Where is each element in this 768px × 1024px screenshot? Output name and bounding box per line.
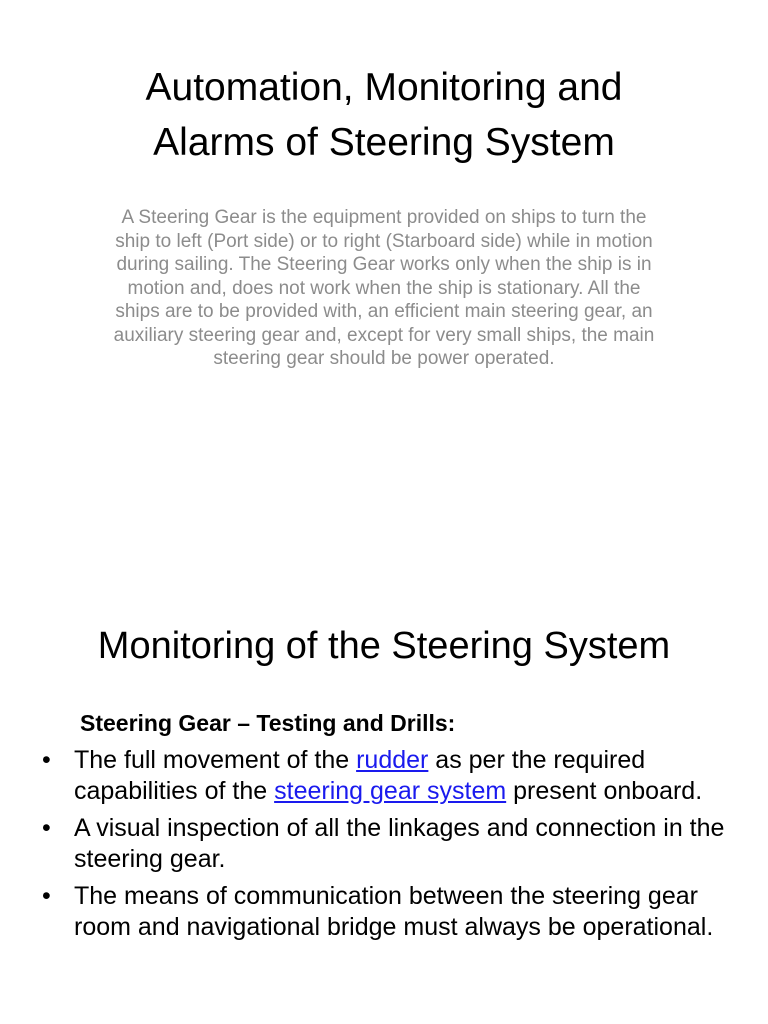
bullet-text-start: The full movement of the (74, 746, 357, 774)
slide-1-title-line-2: Alarms of Steering System (153, 121, 615, 164)
bullet-text: A visual inspection of all the linkages and connection in the steering gear. (74, 814, 725, 873)
rudder-link[interactable]: rudder (356, 746, 429, 774)
bullet-text-end: present onboard. (506, 777, 703, 805)
bullet-text: The means of communication between the steering gear room and navigational bridge must always be operational. (74, 882, 714, 941)
bullet-list (40, 745, 730, 943)
slide-2-title: Monitoring of the Steering System (97, 625, 671, 667)
bullet-text-middle: as per the required capabilities of the (74, 746, 646, 805)
slide-1-title (40, 60, 728, 170)
content-heading: Steering Gear – Testing and Drills: (80, 710, 456, 736)
steering-gear-system-link[interactable]: steering gear system (274, 777, 507, 805)
bullet-item-rudder-movement (40, 745, 730, 807)
bullet-icon: • (42, 814, 51, 842)
bullet-icon: • (42, 882, 51, 910)
slide-1-subtitle: A Steering Gear is the equipment provided on ships to turn the ship to left (Port side) or to right (Starboard side) while in motion during sailing. The Steering Gear works only when the ship is in motion and, does not work when the ship is stationary. All the ships are to be provided with, an efficient main steering gear, an auxiliary steering gear and, except for very small ships, the main steering gear should be power operated. (113, 207, 655, 369)
slide-2 (0, 512, 768, 1024)
slide-2-content (40, 708, 730, 949)
bullet-item-visual-inspection (40, 813, 730, 875)
bullet-item-communication (40, 881, 730, 943)
bullet-icon: • (42, 746, 51, 774)
slide-1-title-line-1: Automation, Monitoring and (145, 66, 623, 109)
